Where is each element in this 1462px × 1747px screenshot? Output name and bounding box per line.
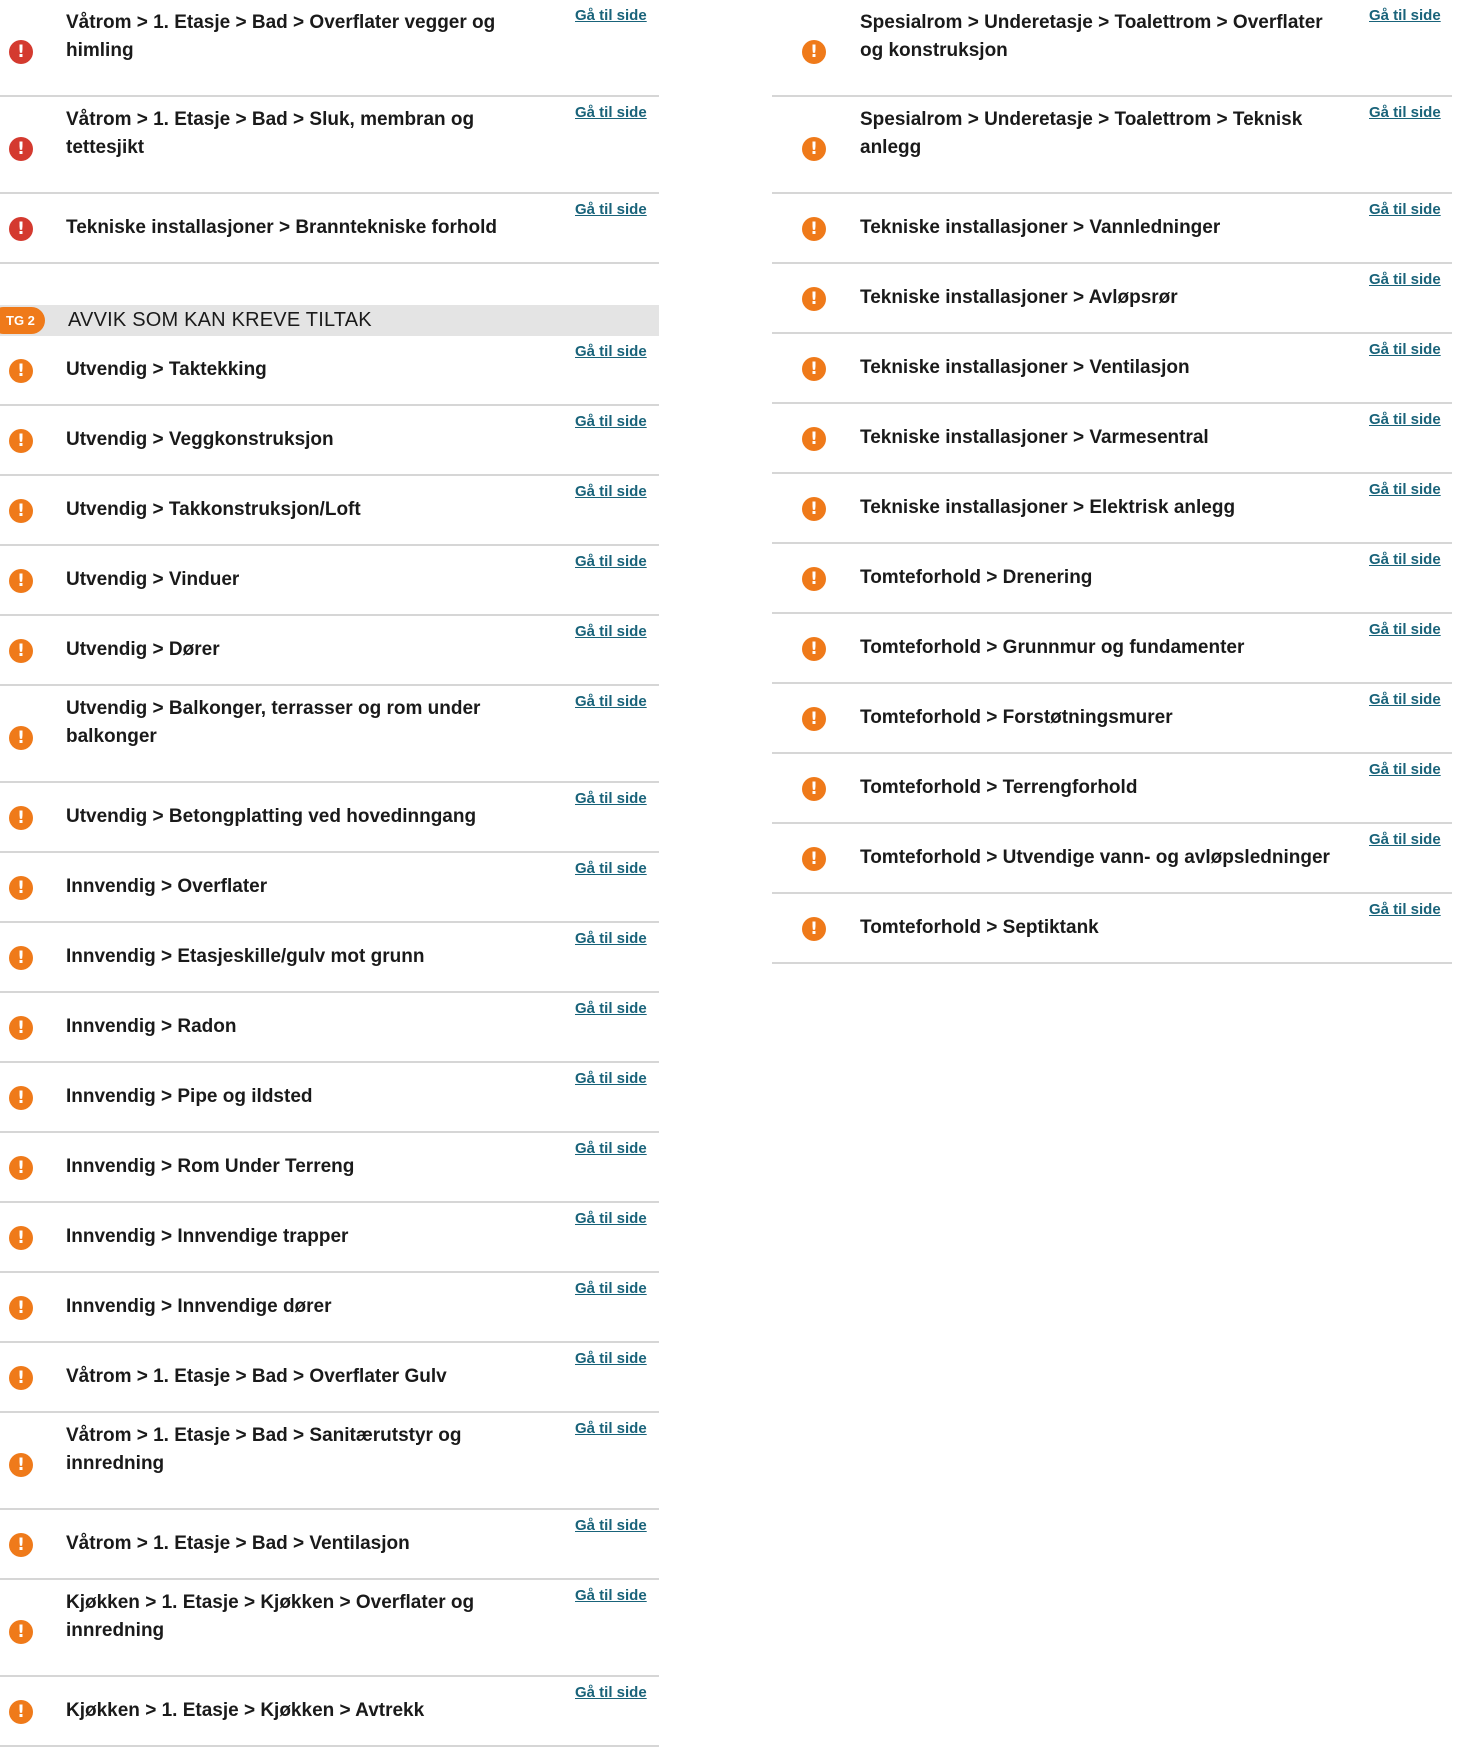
item-path-text: Tomteforhold > Septiktank <box>860 917 1099 938</box>
exclamation-icon: ! <box>802 427 826 451</box>
exclamation-icon: ! <box>802 707 826 731</box>
list-item <box>0 97 659 194</box>
list-item <box>772 97 1452 194</box>
list-item <box>772 614 1452 684</box>
tg2-badge: TG 2 <box>0 307 45 334</box>
goto-page-link[interactable]: Gå til side <box>575 483 647 500</box>
exclamation-icon: ! <box>9 806 33 830</box>
goto-page-link[interactable]: Gå til side <box>1369 691 1441 708</box>
item-path-text: Innvendig > Overflater <box>66 876 268 897</box>
goto-page-link[interactable]: Gå til side <box>1369 104 1441 121</box>
item-path-text: Utvendig > Takkonstruksjon/Loft <box>66 499 361 520</box>
goto-page-link[interactable]: Gå til side <box>575 104 647 121</box>
exclamation-icon: ! <box>802 567 826 591</box>
list-item <box>772 194 1452 264</box>
goto-page-link[interactable]: Gå til side <box>575 1587 647 1604</box>
list-item <box>772 264 1452 334</box>
exclamation-icon: ! <box>9 217 33 241</box>
exclamation-icon: ! <box>802 357 826 381</box>
exclamation-icon: ! <box>9 639 33 663</box>
list-item <box>772 544 1452 614</box>
list-item <box>0 546 659 616</box>
goto-page-link[interactable]: Gå til side <box>575 623 647 640</box>
exclamation-icon: ! <box>9 1620 33 1644</box>
tg2-section-header <box>0 305 659 336</box>
item-path-text: Tekniske installasjoner > Elektrisk anlegg <box>860 497 1236 518</box>
list-item <box>0 194 659 264</box>
list-item <box>0 336 659 406</box>
goto-page-link[interactable]: Gå til side <box>575 1684 647 1701</box>
exclamation-icon: ! <box>9 40 33 64</box>
goto-page-link[interactable]: Gå til side <box>575 1517 647 1534</box>
list-item <box>0 1343 659 1413</box>
goto-page-link[interactable]: Gå til side <box>575 1280 647 1297</box>
list-item <box>0 1413 659 1510</box>
list-item <box>0 783 659 853</box>
goto-page-link[interactable]: Gå til side <box>575 860 647 877</box>
goto-page-link[interactable]: Gå til side <box>575 343 647 360</box>
left-column <box>0 0 659 1747</box>
exclamation-icon: ! <box>9 1700 33 1724</box>
list-item <box>772 334 1452 404</box>
item-path-text: Våtrom > 1. Etasje > Bad > Ventilasjon <box>66 1533 410 1554</box>
exclamation-icon: ! <box>9 1086 33 1110</box>
goto-page-link[interactable]: Gå til side <box>1369 341 1441 358</box>
item-path-text: Utvendig > Vinduer <box>66 569 240 590</box>
goto-page-link[interactable]: Gå til side <box>1369 271 1441 288</box>
exclamation-icon: ! <box>802 137 826 161</box>
goto-page-link[interactable]: Gå til side <box>575 790 647 807</box>
goto-page-link[interactable]: Gå til side <box>1369 481 1441 498</box>
goto-page-link[interactable]: Gå til side <box>1369 621 1441 638</box>
item-path-text: Tomteforhold > Utvendige vann- og avløpsledninger <box>860 847 1330 868</box>
exclamation-icon: ! <box>9 1533 33 1557</box>
exclamation-icon: ! <box>802 40 826 64</box>
list-item <box>0 1133 659 1203</box>
list-item <box>0 993 659 1063</box>
item-path-text: Utvendig > Balkonger, terrasser og rom under balkonger <box>66 698 481 747</box>
list-item <box>772 894 1452 964</box>
exclamation-icon: ! <box>9 569 33 593</box>
item-path-text: Innvendig > Pipe og ildsted <box>66 1086 313 1107</box>
list-item <box>772 474 1452 544</box>
list-item <box>0 616 659 686</box>
exclamation-icon: ! <box>802 217 826 241</box>
list-item <box>0 476 659 546</box>
goto-page-link[interactable]: Gå til side <box>575 1000 647 1017</box>
goto-page-link[interactable]: Gå til side <box>1369 7 1441 24</box>
exclamation-icon: ! <box>9 876 33 900</box>
list-item <box>0 406 659 476</box>
list-item <box>0 686 659 783</box>
exclamation-icon: ! <box>9 1296 33 1320</box>
exclamation-icon: ! <box>802 777 826 801</box>
goto-page-link[interactable]: Gå til side <box>575 1420 647 1437</box>
item-path-text: Utvendig > Veggkonstruksjon <box>66 429 334 450</box>
list-item <box>0 923 659 993</box>
list-item <box>0 1063 659 1133</box>
exclamation-icon: ! <box>9 359 33 383</box>
item-path-text: Utvendig > Dører <box>66 639 220 660</box>
list-item <box>0 1580 659 1677</box>
list-item <box>0 0 659 97</box>
goto-page-link[interactable]: Gå til side <box>575 1210 647 1227</box>
list-item <box>0 1510 659 1580</box>
list-item <box>0 1677 659 1747</box>
item-path-text: Tomteforhold > Terrengforhold <box>860 777 1138 798</box>
item-path-text: Spesialrom > Underetasje > Toalettrom > Teknisk anlegg <box>860 109 1303 158</box>
item-path-text: Tekniske installasjoner > Branntekniske forhold <box>66 217 497 238</box>
item-path-text: Innvendig > Rom Under Terreng <box>66 1156 355 1177</box>
goto-page-link[interactable]: Gå til side <box>1369 831 1441 848</box>
list-item <box>0 853 659 923</box>
item-path-text: Tomteforhold > Drenering <box>860 567 1093 588</box>
item-path-text: Tekniske installasjoner > Ventilasjon <box>860 357 1190 378</box>
goto-page-link[interactable]: Gå til side <box>1369 761 1441 778</box>
exclamation-icon: ! <box>9 946 33 970</box>
list-item <box>0 1203 659 1273</box>
item-path-text: Innvendig > Innvendige dører <box>66 1296 332 1317</box>
tg2-list <box>0 336 659 1747</box>
item-path-text: Spesialrom > Underetasje > Toalettrom > Overflater og konstruksjon <box>860 12 1323 61</box>
tg2-section-title: AVVIK SOM KAN KREVE TILTAK <box>68 309 372 331</box>
item-path-text: Tekniske installasjoner > Avløpsrør <box>860 287 1178 308</box>
item-path-text: Tomteforhold > Forstøtningsmurer <box>860 707 1173 728</box>
list-item <box>772 404 1452 474</box>
goto-page-link[interactable]: Gå til side <box>575 1140 647 1157</box>
list-item <box>0 1273 659 1343</box>
tg3-list <box>0 0 659 264</box>
exclamation-icon: ! <box>802 637 826 661</box>
exclamation-icon: ! <box>9 1453 33 1477</box>
list-item <box>772 754 1452 824</box>
goto-page-link[interactable]: Gå til side <box>575 201 647 218</box>
exclamation-icon: ! <box>802 847 826 871</box>
exclamation-icon: ! <box>9 1226 33 1250</box>
right-column <box>772 0 1452 964</box>
goto-page-link[interactable]: Gå til side <box>575 1350 647 1367</box>
exclamation-icon: ! <box>802 287 826 311</box>
exclamation-icon: ! <box>9 726 33 750</box>
item-path-text: Våtrom > 1. Etasje > Bad > Overflater Gulv <box>66 1366 447 1387</box>
goto-page-link[interactable]: Gå til side <box>1369 551 1441 568</box>
goto-page-link[interactable]: Gå til side <box>1369 201 1441 218</box>
tg2-list-continued <box>772 0 1452 964</box>
exclamation-icon: ! <box>9 1366 33 1390</box>
item-path-text: Våtrom > 1. Etasje > Bad > Overflater vegger og himling <box>66 12 496 61</box>
goto-page-link[interactable]: Gå til side <box>575 1070 647 1087</box>
list-item <box>772 0 1452 97</box>
item-path-text: Våtrom > 1. Etasje > Bad > Sanitærutstyr og innredning <box>66 1425 462 1474</box>
item-path-text: Våtrom > 1. Etasje > Bad > Sluk, membran og tettesjikt <box>66 109 475 158</box>
item-path-text: Tekniske installasjoner > Vannledninger <box>860 217 1221 238</box>
item-path-text: Innvendig > Radon <box>66 1016 237 1037</box>
goto-page-link[interactable]: Gå til side <box>575 553 647 570</box>
goto-page-link[interactable]: Gå til side <box>575 693 647 710</box>
list-item <box>772 684 1452 754</box>
exclamation-icon: ! <box>9 429 33 453</box>
goto-page-link[interactable]: Gå til side <box>1369 411 1441 428</box>
item-path-text: Innvendig > Etasjeskille/gulv mot grunn <box>66 946 425 967</box>
item-path-text: Kjøkken > 1. Etasje > Kjøkken > Avtrekk <box>66 1700 425 1721</box>
goto-page-link[interactable]: Gå til side <box>575 413 647 430</box>
item-path-text: Tomteforhold > Grunnmur og fundamenter <box>860 637 1245 658</box>
goto-page-link[interactable]: Gå til side <box>575 930 647 947</box>
item-path-text: Kjøkken > 1. Etasje > Kjøkken > Overflater og innredning <box>66 1592 475 1641</box>
item-path-text: Utvendig > Taktekking <box>66 359 267 380</box>
exclamation-icon: ! <box>9 137 33 161</box>
item-path-text: Utvendig > Betongplatting ved hovedinngang <box>66 806 477 827</box>
exclamation-icon: ! <box>9 1156 33 1180</box>
item-path-text: Tekniske installasjoner > Varmesentral <box>860 427 1209 448</box>
list-item <box>772 824 1452 894</box>
goto-page-link[interactable]: Gå til side <box>1369 901 1441 918</box>
goto-page-link[interactable]: Gå til side <box>575 7 647 24</box>
exclamation-icon: ! <box>802 497 826 521</box>
exclamation-icon: ! <box>802 917 826 941</box>
exclamation-icon: ! <box>9 1016 33 1040</box>
item-path-text: Innvendig > Innvendige trapper <box>66 1226 349 1247</box>
exclamation-icon: ! <box>9 499 33 523</box>
